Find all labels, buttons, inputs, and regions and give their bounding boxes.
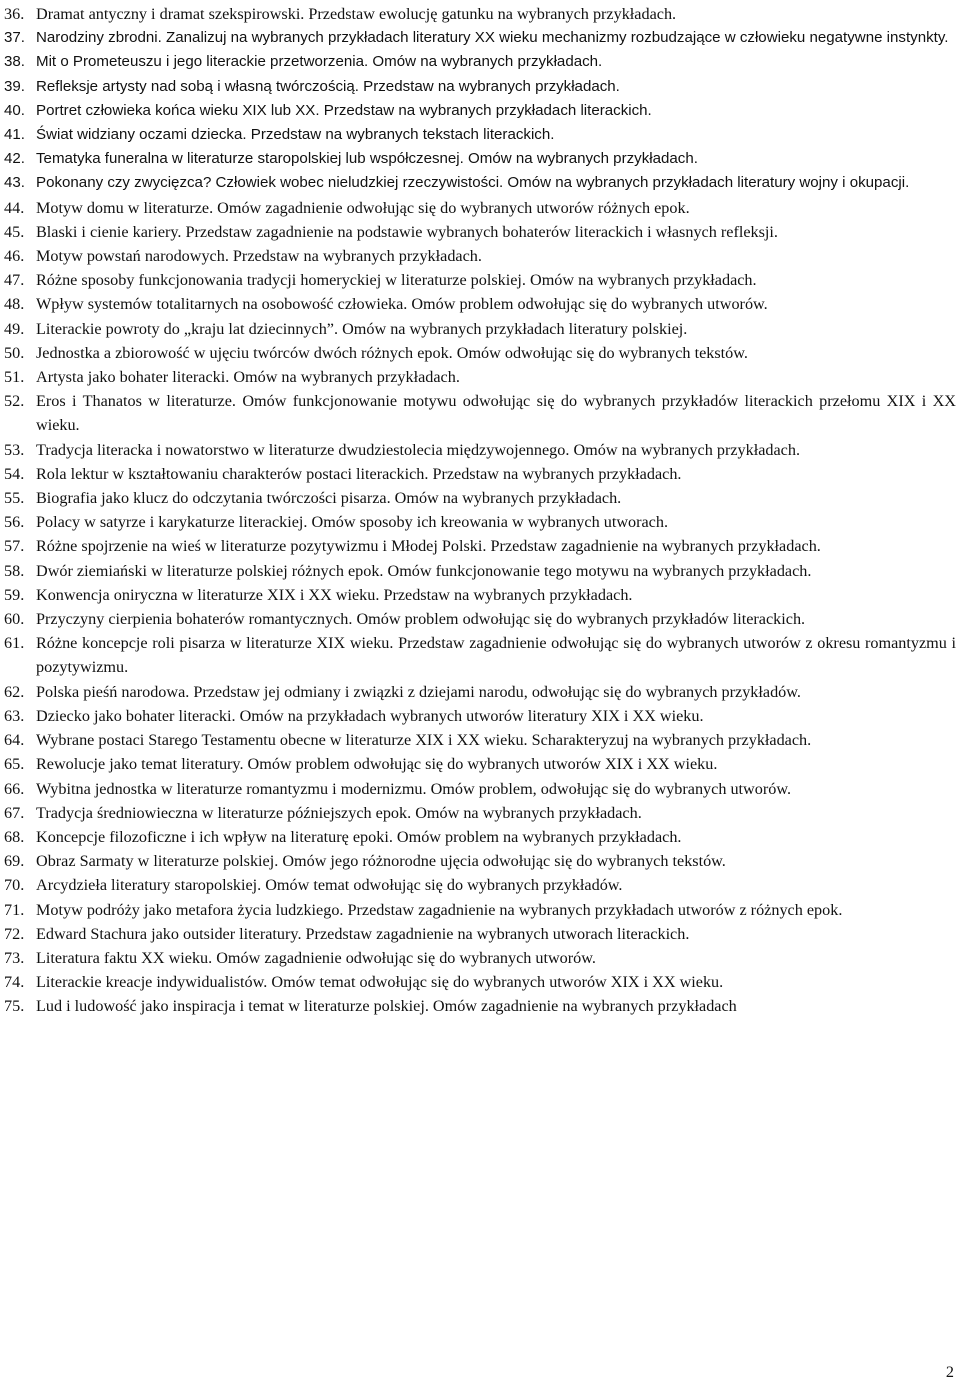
item-text: Refleksje artysty nad sobą i własną twórczością. Przedstaw na wybranych przykładach. <box>36 77 620 95</box>
item-text: Blaski i cienie kariery. Przedstaw zagadnienie na podstawie wybranych bohaterów literackich i własnych refleksji. <box>36 222 778 241</box>
list-item <box>4 268 956 292</box>
item-number: 36. <box>4 5 25 23</box>
item-number: 46. <box>4 247 25 266</box>
item-text: Dziecko jako bohater literacki. Omów na przykładach wybranych utworów literatury XIX i XX wieku. <box>36 706 704 725</box>
list-item <box>4 994 956 1018</box>
list-item <box>4 365 956 389</box>
item-text: Literackie kreacje indywidualistów. Omów temat odwołując się do wybranych utworów XIX i XX wieku. <box>36 973 724 992</box>
item-number: 62. <box>4 682 25 701</box>
item-text: Motyw podróży jako metafora życia ludzkiego. Przedstaw zagadnienie na wybranych przykładach utworów z różnych epok. <box>36 900 843 919</box>
list-item <box>4 171 956 195</box>
list-item <box>4 873 956 897</box>
list-item <box>4 438 956 462</box>
item-number: 70. <box>4 876 25 895</box>
list-item <box>4 147 956 171</box>
item-number: 55. <box>4 489 25 508</box>
item-number: 74. <box>4 973 25 992</box>
list-item <box>4 389 956 437</box>
list-item <box>4 849 956 873</box>
item-text: Przyczyny cierpienia bohaterów romantycznych. Omów problem odwołując się do wybranych przykładów literackich. <box>36 610 806 629</box>
item-number: 45. <box>4 222 25 241</box>
item-text: Koncepcje filozoficzne i ich wpływ na literaturę epoki. Omów problem na wybranych przykładach. <box>36 827 682 846</box>
item-number: 60. <box>4 610 25 629</box>
list-item <box>4 292 956 316</box>
item-number: 48. <box>4 295 25 314</box>
item-number: 68. <box>4 827 25 846</box>
list-item <box>4 534 956 558</box>
list-item <box>4 631 956 679</box>
item-number: 63. <box>4 706 25 725</box>
item-text: Rewolucje jako temat literatury. Omów problem odwołując się do wybranych utworów XIX i XX wieku. <box>36 755 718 774</box>
list-item <box>4 2 956 26</box>
item-number: 54. <box>4 464 25 483</box>
list-item <box>4 50 956 74</box>
item-number: 73. <box>4 948 25 967</box>
item-text: Artysta jako bohater literacki. Omów na wybranych przykładach. <box>36 368 460 387</box>
list-item <box>4 825 956 849</box>
item-text: Obraz Sarmaty w literaturze polskiej. Omów jego różnorodne ujęcia odwołując się do wybranych tekstów. <box>36 852 726 871</box>
item-text: Motyw powstań narodowych. Przedstaw na wybranych przykładach. <box>36 247 482 266</box>
item-text: Lud i ludowość jako inspiracja i temat w literaturze polskiej. Omów zagadnienie na wybranych przykładach <box>36 997 737 1016</box>
item-number: 49. <box>4 319 25 338</box>
item-number: 67. <box>4 803 25 822</box>
list-item <box>4 801 956 825</box>
list-item <box>4 220 956 244</box>
item-number: 59. <box>4 585 25 604</box>
item-text: Różne spojrzenie na wieś w literaturze pozytywizmu i Młodej Polski. Przedstaw zagadnienie na wybranych przykładach. <box>36 537 821 556</box>
item-text: Wybitna jednostka w literaturze romantyzmu i modernizmu. Omów problem, odwołując się do wybranych utworów. <box>36 779 792 798</box>
list-item <box>4 317 956 341</box>
list-item <box>4 777 956 801</box>
item-text: Rola lektur w kształtowaniu charakterów postaci literackich. Przedstaw na wybranych przykładach. <box>36 464 682 483</box>
list-item <box>4 704 956 728</box>
item-text: Eros i Thanatos w literaturze. Omów funkcjonowanie motywu odwołując się do wybranych przykładów literackich przełomu XIX i XX wieku. <box>36 392 956 435</box>
item-text: Edward Stachura jako outsider literatury. Przedstaw zagadnienie na wybranych utworach literackich. <box>36 924 690 943</box>
list-item <box>4 462 956 486</box>
item-text: Różne koncepcje roli pisarza w literaturze XIX wieku. Przedstaw zagadnienie odwołując się do wybranych utworów z okresu romantyzmu i pozytywizmu. <box>36 634 956 677</box>
list-item <box>4 99 956 123</box>
page-number: 2 <box>945 1363 954 1381</box>
item-text: Literackie powroty do „kraju lat dziecinnych”. Omów na wybranych przykładach literatury polskiej. <box>36 319 688 338</box>
item-text: Arcydzieła literatury staropolskiej. Omów temat odwołując się do wybranych przykładów. <box>36 876 623 895</box>
item-number: 75. <box>4 997 25 1016</box>
item-text: Portret człowieka końca wieku XIX lub XX. Przedstaw na wybranych przykładach literackich. <box>36 101 652 119</box>
item-text: Dwór ziemiański w literaturze polskiej różnych epok. Omów funkcjonowanie tego motywu na wybranych przykładach. <box>36 561 812 580</box>
item-text: Motyw domu w literaturze. Omów zagadnienie odwołując się do wybranych utworów różnych epok. <box>36 198 690 217</box>
list-item <box>4 607 956 631</box>
item-text: Pokonany czy zwycięzca? Człowiek wobec nieludzkiej rzeczywistości. Omów na wybranych przykładach literatury wojny i okupacji. <box>36 174 910 192</box>
item-text: Biografia jako klucz do odczytania twórczości pisarza. Omów na wybranych przykładach. <box>36 489 622 508</box>
item-text: Polska pieśń narodowa. Przedstaw jej odmiany i związki z dziejami narodu, odwołując się do wybranych przykładów. <box>36 682 801 701</box>
item-text: Różne sposoby funkcjonowania tradycji homeryckiej w literaturze polskiej. Omów na wybranych przykładach. <box>36 271 757 290</box>
list-item <box>4 922 956 946</box>
item-number: 43. <box>4 174 25 192</box>
list-item <box>4 196 956 220</box>
item-number: 72. <box>4 924 25 943</box>
item-number: 38. <box>4 53 25 71</box>
item-number: 42. <box>4 150 25 168</box>
item-number: 47. <box>4 271 25 290</box>
list-item <box>4 946 956 970</box>
item-text: Tradycja średniowieczna w literaturze późniejszych epok. Omów na wybranych przykładach. <box>36 803 642 822</box>
item-number: 37. <box>4 29 25 47</box>
item-text: Wpływ systemów totalitarnych na osobowość człowieka. Omów problem odwołując się do wybranych utworów. <box>36 295 768 314</box>
list-item <box>4 75 956 99</box>
item-number: 40. <box>4 101 25 119</box>
list-item <box>4 680 956 704</box>
item-number: 39. <box>4 77 25 95</box>
list-item <box>4 341 956 365</box>
list-item <box>4 510 956 534</box>
list-item <box>4 486 956 510</box>
list-item <box>4 26 956 50</box>
item-number: 52. <box>4 392 25 411</box>
item-number: 41. <box>4 126 25 144</box>
item-text: Konwencja oniryczna w literaturze XIX i XX wieku. Przedstaw na wybranych przykładach. <box>36 585 633 604</box>
list-item <box>4 970 956 994</box>
list-item <box>4 583 956 607</box>
list-item <box>4 123 956 147</box>
list-item <box>4 752 956 776</box>
item-text: Literatura faktu XX wieku. Omów zagadnienie odwołując się do wybranych utworów. <box>36 948 596 967</box>
item-text: Wybrane postaci Starego Testamentu obecne w literaturze XIX i XX wieku. Scharakteryzuj na wybranych przykładach. <box>36 731 812 750</box>
list-item <box>4 728 956 752</box>
item-number: 71. <box>4 900 25 919</box>
item-number: 53. <box>4 440 25 459</box>
item-number: 50. <box>4 343 25 362</box>
item-number: 61. <box>4 634 25 653</box>
item-number: 66. <box>4 779 25 798</box>
list-item <box>4 244 956 268</box>
list-item <box>4 898 956 922</box>
item-text: Mit o Prometeuszu i jego literackie przetworzenia. Omów na wybranych przykładach. <box>36 53 603 71</box>
item-number: 65. <box>4 755 25 774</box>
item-text: Tradycja literacka i nowatorstwo w literaturze dwudziestolecia międzywojennego. Omów na wybranych przykładach. <box>36 440 800 459</box>
item-number: 58. <box>4 561 25 580</box>
item-number: 64. <box>4 731 25 750</box>
item-text: Narodziny zbrodni. Zanalizuj na wybranych przykładach literatury XX wieku mechanizmy rozbudzające w człowieku negatywne instynkty. <box>36 29 949 47</box>
item-number: 69. <box>4 852 25 871</box>
item-text: Jednostka a zbiorowość w ujęciu twórców dwóch różnych epok. Omów odwołując się do wybranych tekstów. <box>36 343 748 362</box>
item-text: Polacy w satyrze i karykaturze literackiej. Omów sposoby ich kreowania w wybranych utworach. <box>36 513 669 532</box>
item-text: Dramat antyczny i dramat szekspirowski. Przedstaw ewolucję gatunku na wybranych przykładach. <box>36 5 677 23</box>
list-item <box>4 559 956 583</box>
item-number: 51. <box>4 368 25 387</box>
item-text: Świat widziany oczami dziecka. Przedstaw na wybranych tekstach literackich. <box>36 126 555 144</box>
item-number: 44. <box>4 198 25 217</box>
item-text: Tematyka funeralna w literaturze staropolskiej lub współczesnej. Omów na wybranych przykładach. <box>36 150 698 168</box>
item-number: 57. <box>4 537 25 556</box>
item-number: 56. <box>4 513 25 532</box>
